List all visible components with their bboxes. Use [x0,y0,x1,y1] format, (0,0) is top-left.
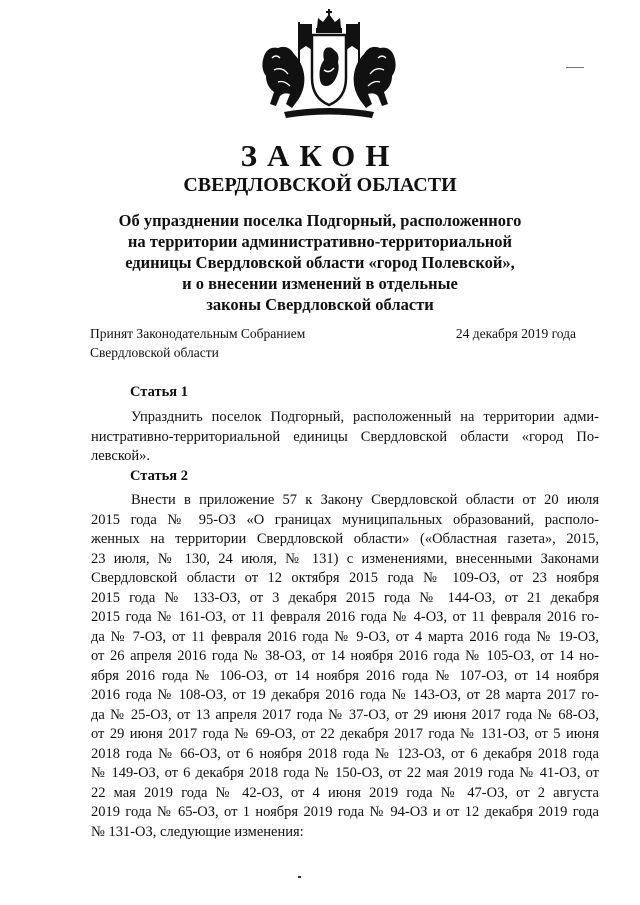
article-2-title: Статья 2 [130,468,188,484]
law-subject-heading [0,210,640,315]
article-2-text [91,491,599,842]
text-line: Свердловской области от 12 октября 2015 года № 109-ОЗ, от 23 ноября [91,570,599,586]
text-line: 2018 года № 66-ОЗ, от 6 ноября 2018 года № 123-ОЗ, от 6 декабря 2018 года [91,745,599,762]
text-line: Внести в приложение 57 к Закону Свердловской области от 20 июля [131,492,599,508]
subject-line: и о внесении изменений в отдельные [182,274,458,293]
text-line: ября 2016 года № 106-ОЗ, от 14 ноября 2016 года № 107-ОЗ, от 14 ноября [91,667,599,684]
subject-line: единицы Свердловской области «город Полевской», [125,253,515,272]
text-line: 2016 года № 108-ОЗ, от 19 декабря 2016 года № 143-ОЗ, от 28 марта 2017 го- [91,687,599,703]
text-line: 22 мая 2019 года № 42-ОЗ, от 4 июня 2019 года № 47-ОЗ, от 2 августа [91,784,599,801]
text-line: Упразднить поселок Подгорный, расположенный на территории адми- [131,409,599,425]
text-line: да № 7-ОЗ, от 11 февраля 2016 года № 9-ОЗ, от 4 марта 2016 года № 19-ОЗ, [91,628,599,645]
article-1-text [91,408,599,467]
crown-icon [316,9,342,33]
coat-of-arms-emblem [254,8,404,120]
text-line: 23 июля, № 130, 24 июля, № 131) с изменениями, внесенными Законами [91,550,599,567]
adoption-body-line: Свердловской области [90,345,219,360]
scan-mark [566,67,584,68]
article-1-title: Статья 1 [130,384,188,400]
text-line: нистративно-территориальной единицы Свердловской области «город По- [91,428,599,445]
subject-line: законы Свердловской области [206,295,434,314]
text-line: от 26 апреля 2016 года № 38-ОЗ, от 14 ноября 2016 года № 105-ОЗ, от 14 но- [91,648,599,664]
text-line: 2015 года № 161-ОЗ, от 11 февраля 2016 года № 4-ОЗ, от 11 февраля 2016 го- [91,609,599,625]
text-line: 2015 года № 133-ОЗ, от 3 декабря 2015 года № 144-ОЗ, от 21 декабря [91,589,599,606]
text-line: от 29 июня 2017 года № 69-ОЗ, от 22 декабря 2017 года № 131-ОЗ, от 5 июня [91,726,599,742]
adoption-body-line: Принят Законодательным Собранием [90,326,306,341]
text-line: 2015 года № 95-ОЗ «О границах муниципальных образований, располо- [91,511,599,528]
subject-line: Об упразднении поселка Подгорный, расположенного [118,211,522,230]
text-line: женных на территории Свердловской области» («Областная газета», 2015, [91,531,599,547]
text-line: 2019 года № 65-ОЗ, от 1 ноября 2019 года № 94-ОЗ и от 12 декабря 2019 года [91,804,599,820]
region-title: СВЕРДЛОВСКОЙ ОБЛАСТИ [183,174,457,196]
text-line: № 131-ОЗ, следующие изменения: [91,823,304,840]
subject-line: на территории административно-территориальной [127,232,513,251]
scan-speck [298,876,301,878]
text-line: да № 25-ОЗ, от 13 апреля 2017 года № 37-ОЗ, от 29 июня 2017 года № 68-ОЗ, [91,706,599,723]
text-line: левской». [91,448,151,464]
adoption-body [90,324,305,362]
text-line: № 149-ОЗ, от 6 декабря 2018 года № 150-ОЗ, от 22 мая 2019 года № 41-ОЗ, от [91,765,599,781]
document-type-title: ЗАКОН [240,138,400,173]
adoption-date: 24 декабря 2019 года [455,326,576,341]
